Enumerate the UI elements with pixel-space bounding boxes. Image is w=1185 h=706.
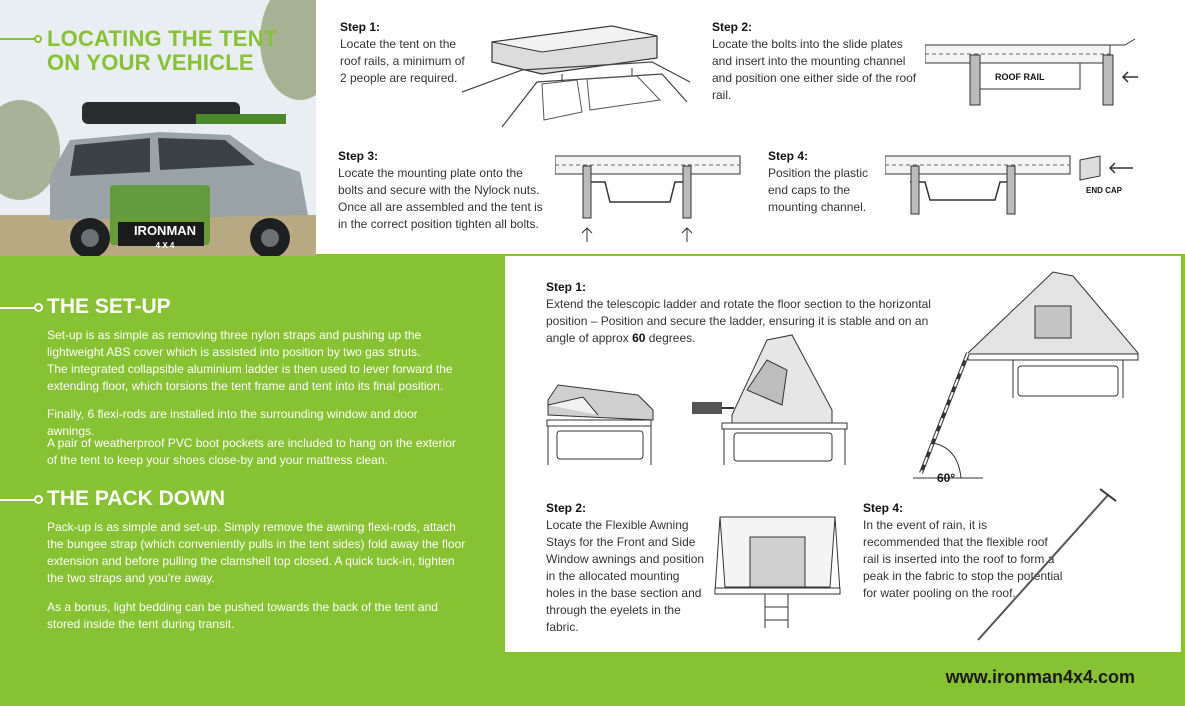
page-title-line1: LOCATING THE TENT [47, 26, 278, 51]
locate-step-1-title: Step 1: [340, 20, 381, 34]
locate-step-1 [340, 19, 470, 87]
setup-text-2: The integrated collapsible aluminium ladder is then used to lever forward the extending floor, which torsions the tent frame and tent into its final position. [47, 362, 453, 393]
locate-step-4-text: Position the plastic end caps to the mounting channel. [768, 166, 869, 214]
locate-step-2-text: Locate the bolts into the slide plates and insert into the mounting channel and position one either side of the roof rail. [712, 37, 917, 102]
setup-step-1-angle: 60 [632, 331, 646, 345]
brand-badge-text: IRONMAN [133, 223, 197, 238]
end-cap-label: END CAP [1086, 186, 1123, 195]
setup-bullet-icon [34, 303, 43, 312]
setup-step-2-title: Step 2: [546, 501, 587, 515]
locate-step-4-title: Step 4: [768, 149, 809, 163]
locate-step-3-title: Step 3: [338, 149, 379, 163]
setup-step-2-text: Locate the Flexible Awning Stays for the Front and Side Window awnings and position in the allocated mounting holes in the base section and through the eyelets in the fabric. [546, 518, 705, 634]
setup-text-1: Set-up is as simple as removing three nylon straps and pushing up the lightweight ABS cover which is assisted into position by two gas struts. [47, 328, 422, 359]
opening-tent-diagram [692, 330, 857, 470]
page-title [47, 27, 277, 75]
setup-paragraph-1 [47, 327, 467, 395]
setup-step-4-title: Step 4: [863, 501, 904, 515]
setup-step-1-text-end: degrees. [645, 331, 696, 345]
setup-step-2 [546, 500, 706, 636]
step3-mounting-plate-diagram [555, 152, 750, 244]
locate-step-3 [338, 148, 548, 233]
website-url: www.ironman4x4.com [945, 667, 1135, 687]
open-tent-ladder-diagram [913, 268, 1148, 493]
page-title-line2: ON YOUR VEHICLE [47, 50, 254, 75]
roof-rail-label: ROOF RAIL [995, 72, 1045, 82]
setup-paragraph-4: A pair of weatherproof PVC boot pockets are included to hang on the exterior of the tent to keep your shoes close-by and your mattress clean. [47, 436, 456, 467]
setup-step-1-text: Extend the telescopic ladder and rotate the floor section to the horizontal position – Position and secure the ladder, ensuring it is stable and on an angle of approx [546, 297, 931, 345]
brand-badge-sub: 4 X 4 [155, 241, 175, 250]
packdown-bullet-icon [34, 495, 43, 504]
setup-step-4-text: In the event of rain, it is recommended that the flexible roof rail is inserted into the roof to form a peak in the fabric to stop the potential for water pooling on the roof. [863, 518, 1063, 600]
angle-label: 60° [937, 471, 956, 485]
brand-badge [125, 224, 205, 252]
closed-tent-diagram [543, 375, 658, 470]
awning-stays-diagram [710, 512, 845, 630]
setup-paragraph-3: Finally, 6 flexi-rods are installed into the surrounding window and door awnings. [47, 407, 418, 438]
packdown-paragraph-2: As a bonus, light bedding can be pushed towards the back of the tent and stored inside the tent during transit. [47, 600, 438, 631]
packdown-paragraph-1: Pack-up is as simple and set-up. Simply remove the awning flexi-rods, attach the bungee strap (which conveniently pulls in the tent sides) fold away the floor extension and before pulling the clamshell top closed. A quick tuck-in, tighten the two straps and you’re away. [47, 520, 466, 585]
locate-step-2-title: Step 2: [712, 20, 753, 34]
step1-car-roof-diagram [462, 22, 692, 130]
title-bullet-icon [34, 35, 42, 43]
locate-step-1-text: Locate the tent on the roof rails, a minimum of 2 people are required. [340, 37, 465, 85]
flexible-roof-rail-diagram [970, 485, 1130, 645]
packdown-title: THE PACK DOWN [47, 487, 226, 510]
setup-title: THE SET-UP [47, 295, 171, 318]
locate-step-3-text: Locate the mounting plate onto the bolts and secure with the Nylock nuts. Once all are assembled and the tent is in the correct position tighten all bolts. [338, 166, 543, 231]
setup-step-1-title: Step 1: [546, 280, 587, 294]
locate-step-4 [768, 148, 883, 216]
locate-step-2 [712, 19, 924, 104]
